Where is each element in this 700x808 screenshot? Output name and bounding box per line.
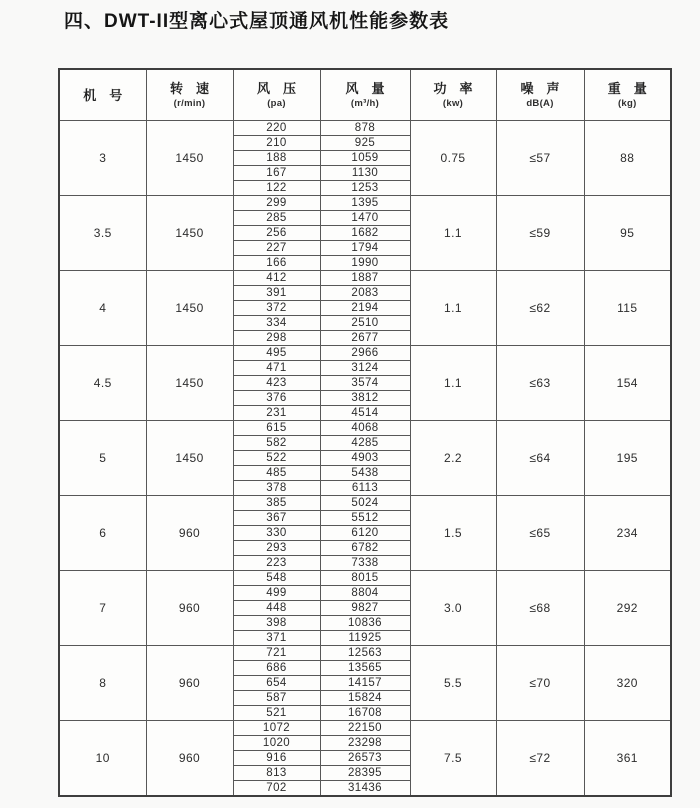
airflow-cell: 4903	[320, 451, 410, 466]
model-cell: 7	[59, 571, 146, 646]
power-cell: 0.75	[410, 121, 496, 196]
pressure-cell: 223	[233, 556, 320, 571]
col-header-noise-label: 噪 声	[520, 81, 560, 96]
table-row	[59, 346, 671, 361]
pressure-cell: 227	[233, 241, 320, 256]
airflow-cell: 15824	[320, 691, 410, 706]
table-row	[59, 496, 671, 511]
pressure-cell: 721	[233, 646, 320, 661]
pressure-cell: 330	[233, 526, 320, 541]
pressure-cell: 587	[233, 691, 320, 706]
airflow-cell: 31436	[320, 781, 410, 797]
pressure-cell: 299	[233, 196, 320, 211]
pressure-cell: 654	[233, 676, 320, 691]
speed-cell: 960	[146, 496, 233, 571]
airflow-cell: 2966	[320, 346, 410, 361]
pressure-cell: 166	[233, 256, 320, 271]
model-cell: 5	[59, 421, 146, 496]
pressure-cell: 423	[233, 376, 320, 391]
pressure-cell: 521	[233, 706, 320, 721]
pressure-cell: 378	[233, 481, 320, 496]
pressure-cell: 499	[233, 586, 320, 601]
airflow-cell: 6113	[320, 481, 410, 496]
model-cell: 10	[59, 721, 146, 797]
pressure-cell: 582	[233, 436, 320, 451]
airflow-cell: 5438	[320, 466, 410, 481]
pressure-cell: 298	[233, 331, 320, 346]
airflow-cell: 7338	[320, 556, 410, 571]
col-header-weight-label: 重 量	[607, 81, 647, 96]
airflow-cell: 26573	[320, 751, 410, 766]
performance-table	[58, 68, 672, 797]
airflow-cell: 1130	[320, 166, 410, 181]
airflow-cell: 4285	[320, 436, 410, 451]
speed-cell: 960	[146, 646, 233, 721]
power-cell: 7.5	[410, 721, 496, 797]
airflow-cell: 1059	[320, 151, 410, 166]
model-cell: 6	[59, 496, 146, 571]
header-row	[59, 69, 671, 121]
airflow-cell: 1253	[320, 181, 410, 196]
airflow-cell: 4514	[320, 406, 410, 421]
model-cell: 4	[59, 271, 146, 346]
pressure-cell: 376	[233, 391, 320, 406]
pressure-cell: 485	[233, 466, 320, 481]
pressure-cell: 412	[233, 271, 320, 286]
pressure-cell: 548	[233, 571, 320, 586]
power-cell: 1.1	[410, 271, 496, 346]
model-cell: 4.5	[59, 346, 146, 421]
noise-cell: ≤68	[496, 571, 584, 646]
airflow-cell: 2510	[320, 316, 410, 331]
col-header-speed	[146, 69, 233, 121]
airflow-cell: 2677	[320, 331, 410, 346]
col-header-airflow-label: 风 量	[345, 81, 385, 96]
weight-cell: 361	[584, 721, 671, 797]
speed-cell: 1450	[146, 421, 233, 496]
airflow-cell: 878	[320, 121, 410, 136]
noise-cell: ≤72	[496, 721, 584, 797]
pressure-cell: 495	[233, 346, 320, 361]
col-header-pressure-label: 风 压	[256, 81, 296, 96]
speed-cell: 1450	[146, 121, 233, 196]
power-cell: 1.1	[410, 346, 496, 421]
airflow-cell: 23298	[320, 736, 410, 751]
page-title: 四、DWT-II型离心式屋顶通风机性能参数表	[64, 11, 450, 32]
airflow-cell: 1990	[320, 256, 410, 271]
airflow-cell: 8015	[320, 571, 410, 586]
pressure-cell: 167	[233, 166, 320, 181]
airflow-cell: 13565	[320, 661, 410, 676]
power-cell: 1.1	[410, 196, 496, 271]
noise-cell: ≤62	[496, 271, 584, 346]
airflow-cell: 12563	[320, 646, 410, 661]
pressure-cell: 522	[233, 451, 320, 466]
table-header	[59, 69, 671, 121]
col-header-power-label: 功 率	[433, 81, 473, 96]
airflow-cell: 6120	[320, 526, 410, 541]
pressure-cell: 1020	[233, 736, 320, 751]
pressure-cell: 220	[233, 121, 320, 136]
airflow-cell: 8804	[320, 586, 410, 601]
col-header-speed-unit: (r/min)	[173, 98, 206, 109]
weight-cell: 320	[584, 646, 671, 721]
airflow-cell: 925	[320, 136, 410, 151]
weight-cell: 88	[584, 121, 671, 196]
col-header-pressure-unit: (pa)	[267, 98, 286, 109]
airflow-cell: 2083	[320, 286, 410, 301]
airflow-cell: 16708	[320, 706, 410, 721]
airflow-cell: 14157	[320, 676, 410, 691]
pressure-cell: 210	[233, 136, 320, 151]
col-header-weight	[584, 69, 671, 121]
pressure-cell: 334	[233, 316, 320, 331]
col-header-airflow-unit: (m³/h)	[350, 98, 380, 109]
airflow-cell: 2194	[320, 301, 410, 316]
col-header-noise	[496, 69, 584, 121]
power-cell: 2.2	[410, 421, 496, 496]
airflow-cell: 1887	[320, 271, 410, 286]
airflow-cell: 1470	[320, 211, 410, 226]
col-header-airflow	[320, 69, 410, 121]
table-row	[59, 121, 671, 136]
table-row	[59, 721, 671, 736]
table-row	[59, 421, 671, 436]
col-header-model	[59, 69, 146, 121]
pressure-cell: 293	[233, 541, 320, 556]
airflow-cell: 3124	[320, 361, 410, 376]
table-row	[59, 271, 671, 286]
airflow-cell: 3574	[320, 376, 410, 391]
weight-cell: 115	[584, 271, 671, 346]
pressure-cell: 916	[233, 751, 320, 766]
pressure-cell: 367	[233, 511, 320, 526]
table-row	[59, 196, 671, 211]
pressure-cell: 188	[233, 151, 320, 166]
airflow-cell: 1794	[320, 241, 410, 256]
pressure-cell: 615	[233, 421, 320, 436]
col-header-weight-unit: (kg)	[617, 98, 637, 109]
pressure-cell: 231	[233, 406, 320, 421]
power-cell: 3.0	[410, 571, 496, 646]
airflow-cell: 1682	[320, 226, 410, 241]
table-body	[59, 121, 671, 797]
noise-cell: ≤63	[496, 346, 584, 421]
power-cell: 1.5	[410, 496, 496, 571]
model-cell: 3	[59, 121, 146, 196]
airflow-cell: 9827	[320, 601, 410, 616]
pressure-cell: 371	[233, 631, 320, 646]
pressure-cell: 471	[233, 361, 320, 376]
speed-cell: 960	[146, 721, 233, 797]
col-header-pressure	[233, 69, 320, 121]
pressure-cell: 398	[233, 616, 320, 631]
col-header-power	[410, 69, 496, 121]
weight-cell: 292	[584, 571, 671, 646]
speed-cell: 1450	[146, 196, 233, 271]
weight-cell: 234	[584, 496, 671, 571]
table-row	[59, 646, 671, 661]
pressure-cell: 391	[233, 286, 320, 301]
power-cell: 5.5	[410, 646, 496, 721]
pressure-cell: 448	[233, 601, 320, 616]
airflow-cell: 28395	[320, 766, 410, 781]
pressure-cell: 813	[233, 766, 320, 781]
model-cell: 3.5	[59, 196, 146, 271]
weight-cell: 195	[584, 421, 671, 496]
col-header-power-unit: (kw)	[442, 98, 464, 109]
airflow-cell: 11925	[320, 631, 410, 646]
airflow-cell: 10836	[320, 616, 410, 631]
airflow-cell: 6782	[320, 541, 410, 556]
noise-cell: ≤64	[496, 421, 584, 496]
speed-cell: 1450	[146, 271, 233, 346]
pressure-cell: 702	[233, 781, 320, 797]
speed-cell: 960	[146, 571, 233, 646]
airflow-cell: 4068	[320, 421, 410, 436]
col-header-speed-label: 转 速	[169, 81, 209, 96]
weight-cell: 154	[584, 346, 671, 421]
airflow-cell: 3812	[320, 391, 410, 406]
model-cell: 8	[59, 646, 146, 721]
pressure-cell: 385	[233, 496, 320, 511]
noise-cell: ≤57	[496, 121, 584, 196]
col-header-model-label: 机 号	[83, 87, 123, 103]
noise-cell: ≤65	[496, 496, 584, 571]
pressure-cell: 372	[233, 301, 320, 316]
airflow-cell: 5024	[320, 496, 410, 511]
airflow-cell: 5512	[320, 511, 410, 526]
speed-cell: 1450	[146, 346, 233, 421]
airflow-cell: 1395	[320, 196, 410, 211]
pressure-cell: 285	[233, 211, 320, 226]
noise-cell: ≤70	[496, 646, 584, 721]
weight-cell: 95	[584, 196, 671, 271]
noise-cell: ≤59	[496, 196, 584, 271]
pressure-cell: 686	[233, 661, 320, 676]
table-row	[59, 571, 671, 586]
pressure-cell: 122	[233, 181, 320, 196]
pressure-cell: 256	[233, 226, 320, 241]
col-header-noise-unit: dB(A)	[526, 98, 554, 109]
airflow-cell: 22150	[320, 721, 410, 736]
pressure-cell: 1072	[233, 721, 320, 736]
